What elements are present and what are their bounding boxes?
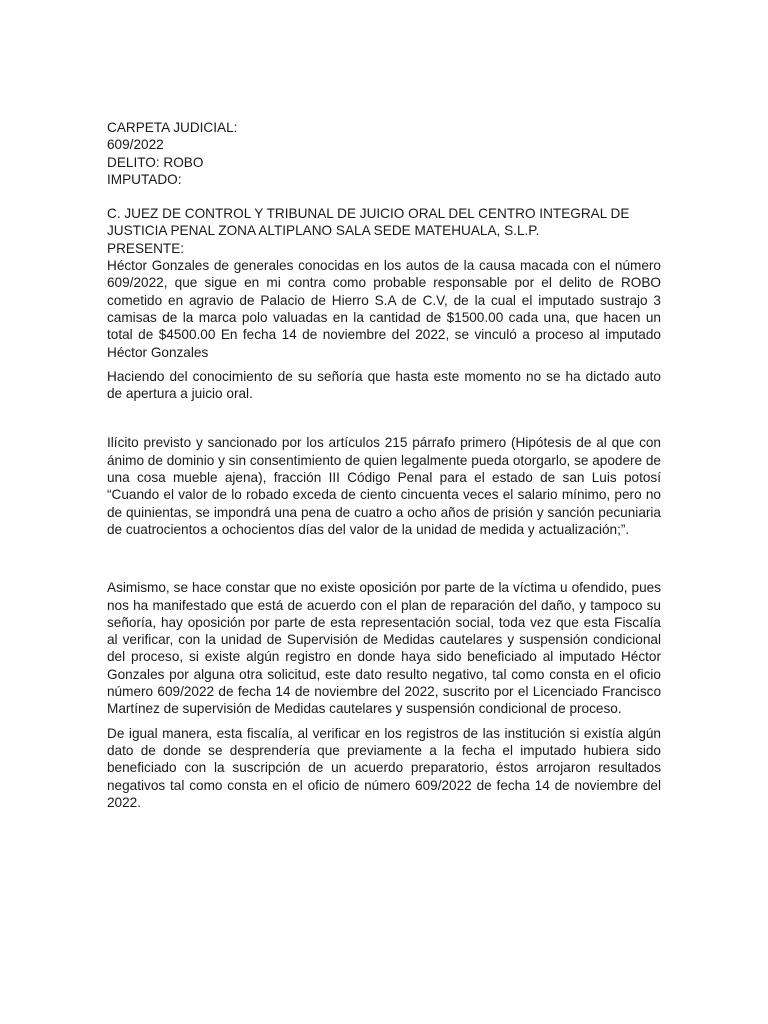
paragraph-legal-basis: Ilícito previsto y sancionado por los artículos 215 párrafo primero (Hipótesis de al que con ánimo de dominio y sin consentimiento de quien legalmente pueda otorgarlo, se apodere de una cosa mueble ajena), fracción III Código Penal para el estado de san Luis potosí “Cuando el valor de lo robado exceda de ciento cincuenta veces el salario mínimo, pero no de quinientas, se impondrá una pena de cuatro a ocho años de prisión y sanción pecuniaria de cuatrocientos a ochocientos días del valor de la unidad de medida y actualización;”. (107, 435, 661, 537)
document-body (107, 119, 661, 811)
offense-line: DELITO: ROBO (107, 154, 204, 170)
addressee-line-1: C. JUEZ DE CONTROL Y TRIBUNAL DE JUICIO ORAL DEL CENTRO INTEGRAL DE (107, 206, 630, 222)
paragraph-no-opposition: Asimismo, se hace constar que no existe oposición por parte de la víctima u ofendido, pues nos ha manifestado que está de acuerdo con el plan de reparación del daño, y tampoco su señoría, hay oposición por parte de esta representación social, toda vez que esta Fiscalía al verificar, con la unidad de Supervisión de Medidas cautelares y suspensión condicional del proceso, si existe algún registro en donde haya sido beneficiado al imputado Héctor Gonzales por alguna otra solicitud, este dato resulto negativo, tal como consta en el oficio número 609/2022 de fecha 14 de noviembre del 2022, suscrito por el Licenciado Francisco Martínez de supervisión de Medidas cautelares y suspensión condicional de proceso. (107, 580, 661, 717)
paragraph-case-facts: Héctor Gonzales de generales conocidas en los autos de la causa macada con el número 609/2022, que sigue en mi contra como probable responsable por el delito de ROBO cometido en agravio de Palacio de Hierro S.A de C.V, de la cual el imputado sustrajo 3 camisas de la marca polo valuadas en la cantidad de $1500.00 cada una, que hacen un total de $4500.00 En fecha 14 de noviembre del 2022, se vinculó a proceso al imputado Héctor Gonzales (107, 258, 661, 360)
addressee-block (107, 205, 661, 257)
case-folder-label: CARPETA JUDICIAL: (107, 120, 238, 135)
case-header (107, 119, 661, 188)
defendant-line: IMPUTADO: (107, 171, 182, 187)
case-number: 609/2022 (107, 137, 164, 153)
paragraph-trial-status: Haciendo del conocimiento de su señoría que hasta este momento no se ha dictado auto de apertura a juicio oral. (107, 368, 661, 402)
addressee-present: PRESENTE: (107, 240, 185, 256)
addressee-line-2: JUSTICIA PENAL ZONA ALTIPLANO SALA SEDE MATEHUALA, S.L.P. (107, 223, 540, 239)
paragraph-registry-check: De igual manera, esta fiscalía, al verificar en los registros de las institución si existía algún dato de donde se desprendería que previamente a la fecha el imputado hubiera sido beneficiado con la suscripción de un acuerdo preparatorio, éstos arrojaron resultados negativos tal como consta en el oficio de número 609/2022 de fecha 14 de noviembre del 2022. (107, 725, 661, 810)
